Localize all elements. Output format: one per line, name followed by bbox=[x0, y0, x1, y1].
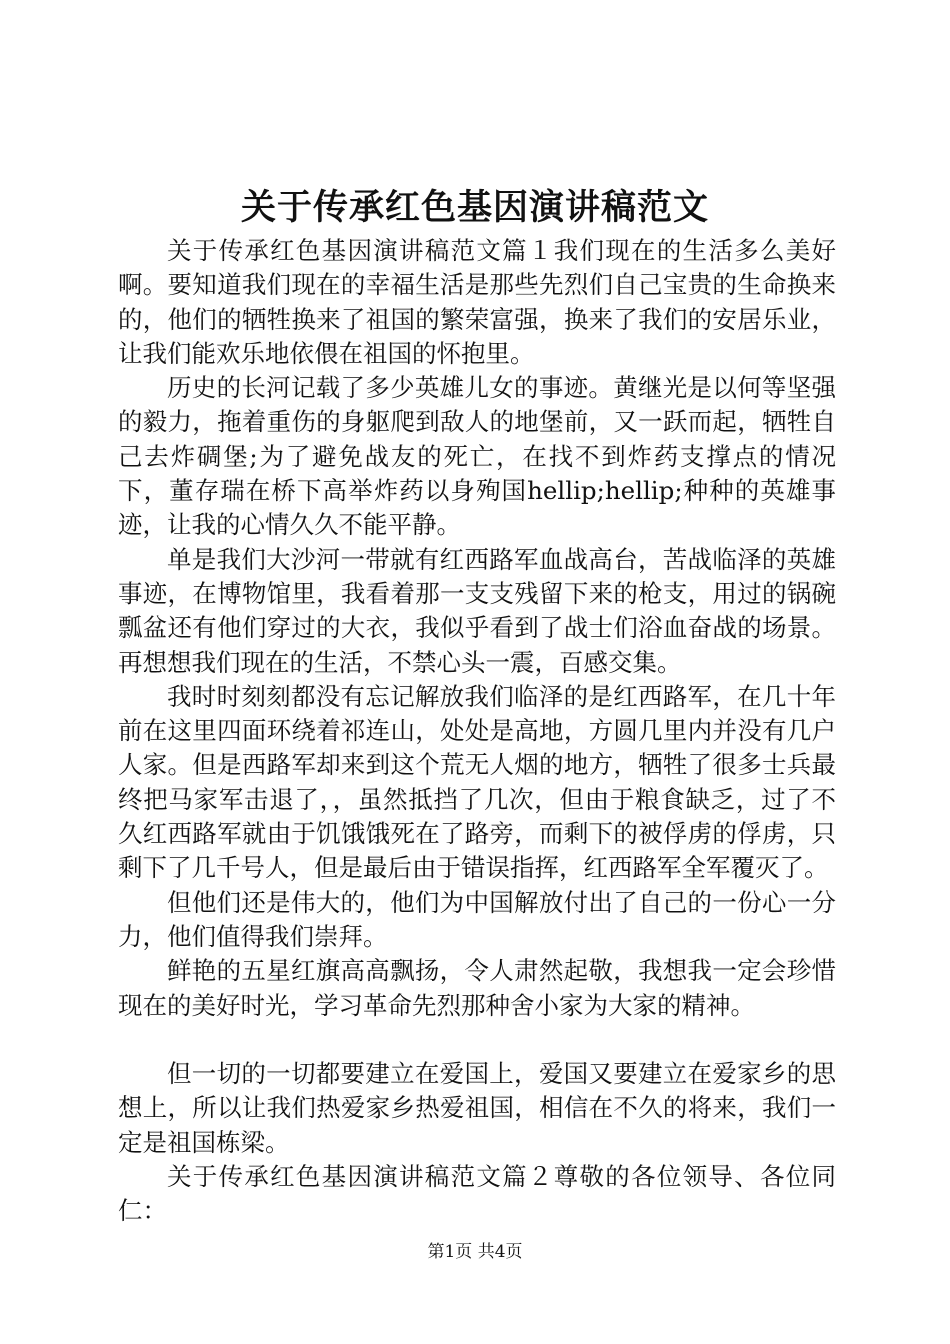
paragraph-2: 历史的长河记载了多少英雄儿女的事迹。黄继光是以何等坚强的毅力，拖着重伤的身躯爬到敌人的地堡前，又一跃而起，牺牲自己去炸碉堡;为了避免战友的死亡，在找不到炸药支撑点的情况下，董存瑞在桥下高举炸药以身殉国hellip;hellip;种种的英雄事迹，让我的心情久久不能平静。 bbox=[118, 373, 836, 540]
paragraph-4: 我时时刻刻都没有忘记解放我们临泽的是红西路军，在几十年前在这里四面环绕着祁连山，处处是高地，方圆几里内并没有几户人家。但是西路军却来到这个荒无人烟的地方，牺牲了很多士兵最终把马家军击退了，，虽然抵挡了几次，但由于粮食缺乏，过了不久红西路军就由于饥饿饿死在了路旁，而剩下的被俘虏的俘虏，只剩下了几千号人，但是最后由于错误指挥，红西路军全军覆灭了。 bbox=[118, 681, 836, 883]
page-footer: 第1页 共4页 bbox=[427, 1242, 523, 1262]
paragraph-1: 关于传承红色基因演讲稿范文篇１我们现在的生活多么美好啊。要知道我们现在的幸福生活是那些先烈们自己宝贵的生命换来的，他们的牺牲换来了祖国的繁荣富强，换来了我们的安居乐业，让我们能欢乐地依偎在祖国的怀抱里。 bbox=[118, 236, 836, 368]
paragraph-8: 关于传承红色基因演讲稿范文篇２尊敬的各位领导、各位同仁： bbox=[118, 1162, 836, 1226]
paragraph-6: 鲜艳的五星红旗高高飘扬，令人肃然起敬，我想我一定会珍惜现在的美好时光，学习革命先烈那种舍小家为大家的精神。 bbox=[118, 956, 836, 1020]
paragraph-3: 单是我们大沙河一带就有红西路军血战高台，苦战临泽的英雄事迹，在博物馆里，我看着那一支支残留下来的枪支，用过的锅碗瓢盆还有他们穿过的大衣，我似乎看到了战士们浴血奋战的场景。再想想我们现在的生活，不禁心头一震，百感交集。 bbox=[118, 544, 836, 677]
paragraph-5: 但他们还是伟大的，他们为中国解放付出了自己的一份心一分力，他们值得我们崇拜。 bbox=[118, 887, 836, 951]
paragraph-gap bbox=[118, 1023, 836, 1057]
paragraph-7: 但一切的一切都要建立在爱国上，爱国又要建立在爱家乡的思想上，所以让我们热爱家乡热爱祖国，相信在不久的将来，我们一定是祖国栋梁。 bbox=[118, 1059, 836, 1157]
document-body bbox=[118, 234, 836, 1229]
document-title: 关于传承红色基因演讲稿范文 bbox=[240, 187, 709, 228]
